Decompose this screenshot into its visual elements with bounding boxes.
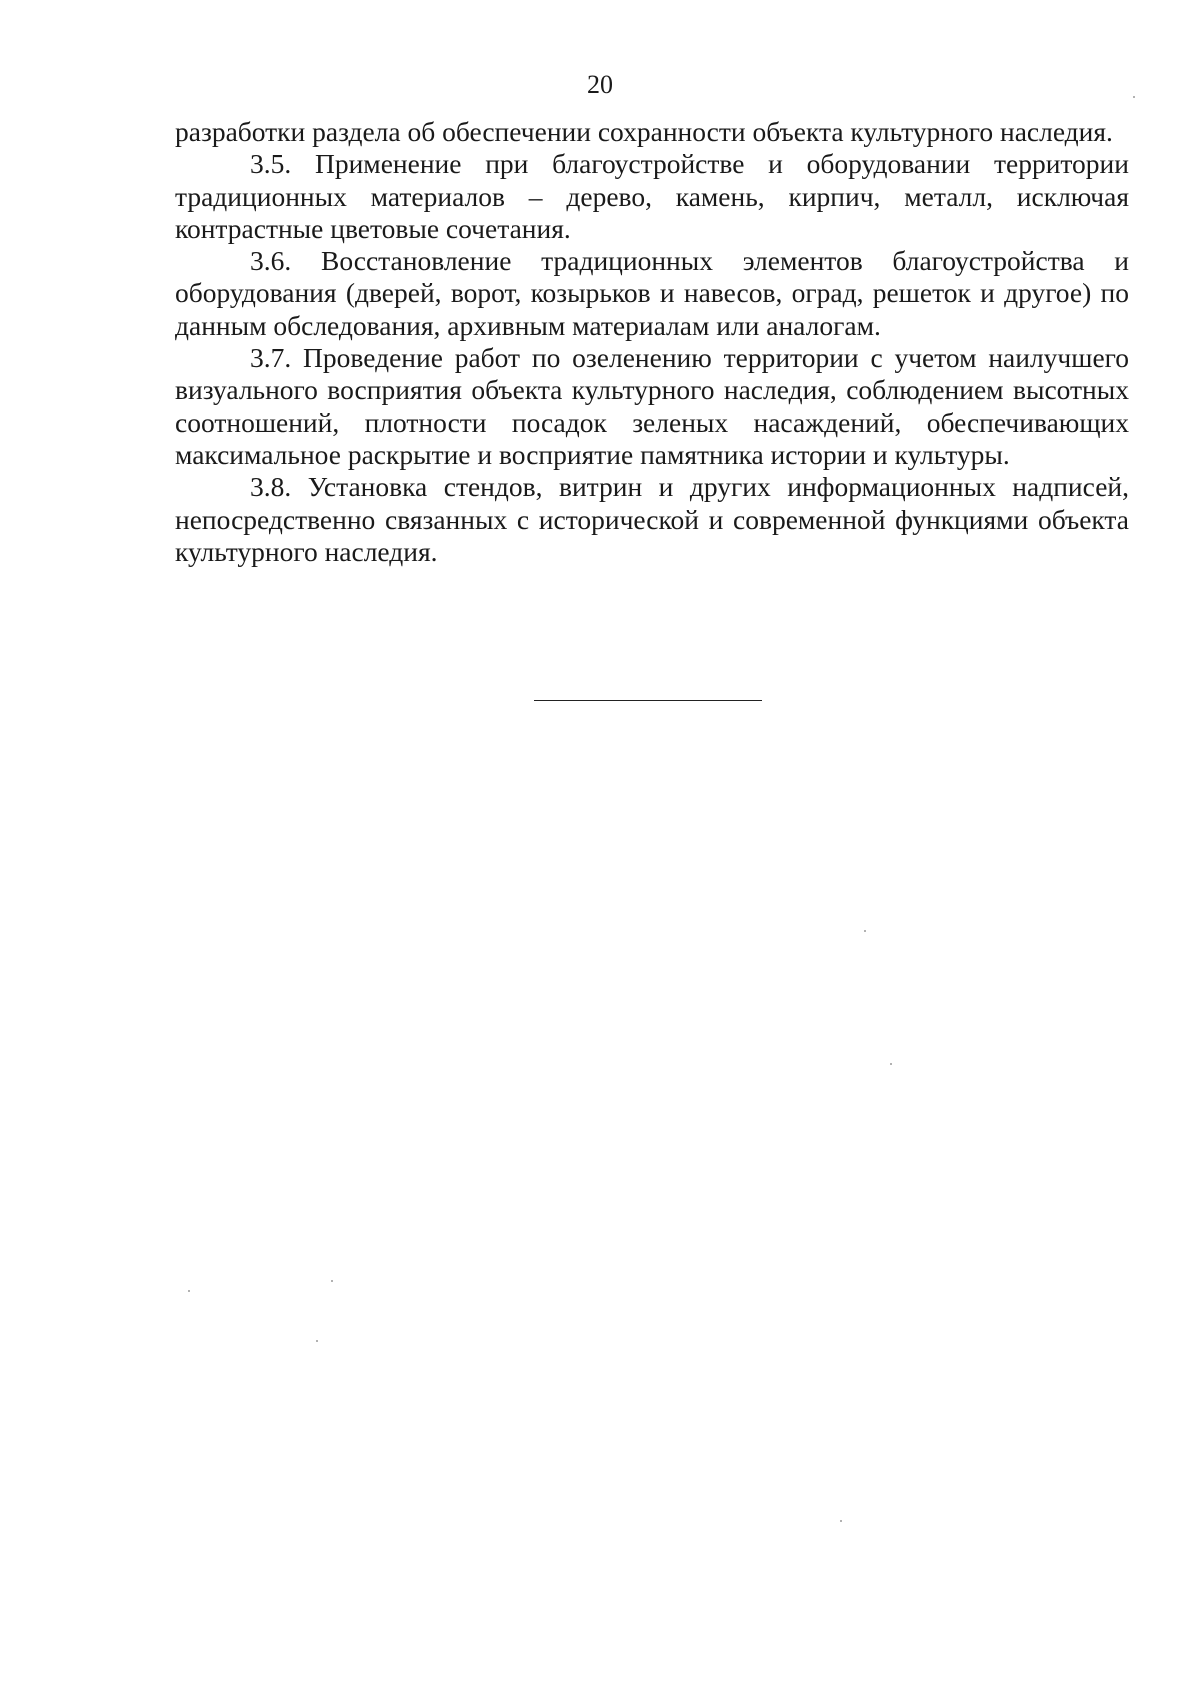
paragraph-3-8: 3.8. Установка стендов, витрин и других информационных надписей, непосредственно связанных с исторической и современной функциями объекта культурного наследия. [175, 471, 1129, 567]
paragraph-3-6: 3.6. Восстановление традиционных элементов благоустройства и оборудования (дверей, ворот, козырьков и навесов, оград, решеток и другое) по данным обследования, архивным материалам или аналогам. [175, 245, 1129, 341]
page-number: 20 [587, 70, 613, 99]
paragraph-3-7: 3.7. Проведение работ по озеленению территории с учетом наилучшего визуального восприятия объекта культурного наследия, соблюдением высотных соотношений, плотности посадок зеленых насаждений, обеспечивающих максимальное раскрытие и восприятие памятника истории и культуры. [175, 342, 1129, 470]
document-body [175, 116, 1129, 568]
end-of-text-rule [534, 700, 762, 701]
scan-speck [1133, 96, 1135, 98]
scan-speck [864, 930, 866, 932]
scan-speck [331, 1280, 333, 1282]
scan-speck [188, 1290, 190, 1292]
scan-speck [316, 1340, 318, 1342]
scan-speck [890, 1063, 892, 1065]
scan-speck [840, 1520, 842, 1522]
paragraph-3-5: 3.5. Применение при благоустройстве и оборудовании территории традиционных материалов – дерево, камень, кирпич, металл, исключая контрастные цветовые сочетания. [175, 148, 1129, 244]
paragraph-continuation: разработки раздела об обеспечении сохранности объекта культурного наследия. [175, 116, 1113, 147]
